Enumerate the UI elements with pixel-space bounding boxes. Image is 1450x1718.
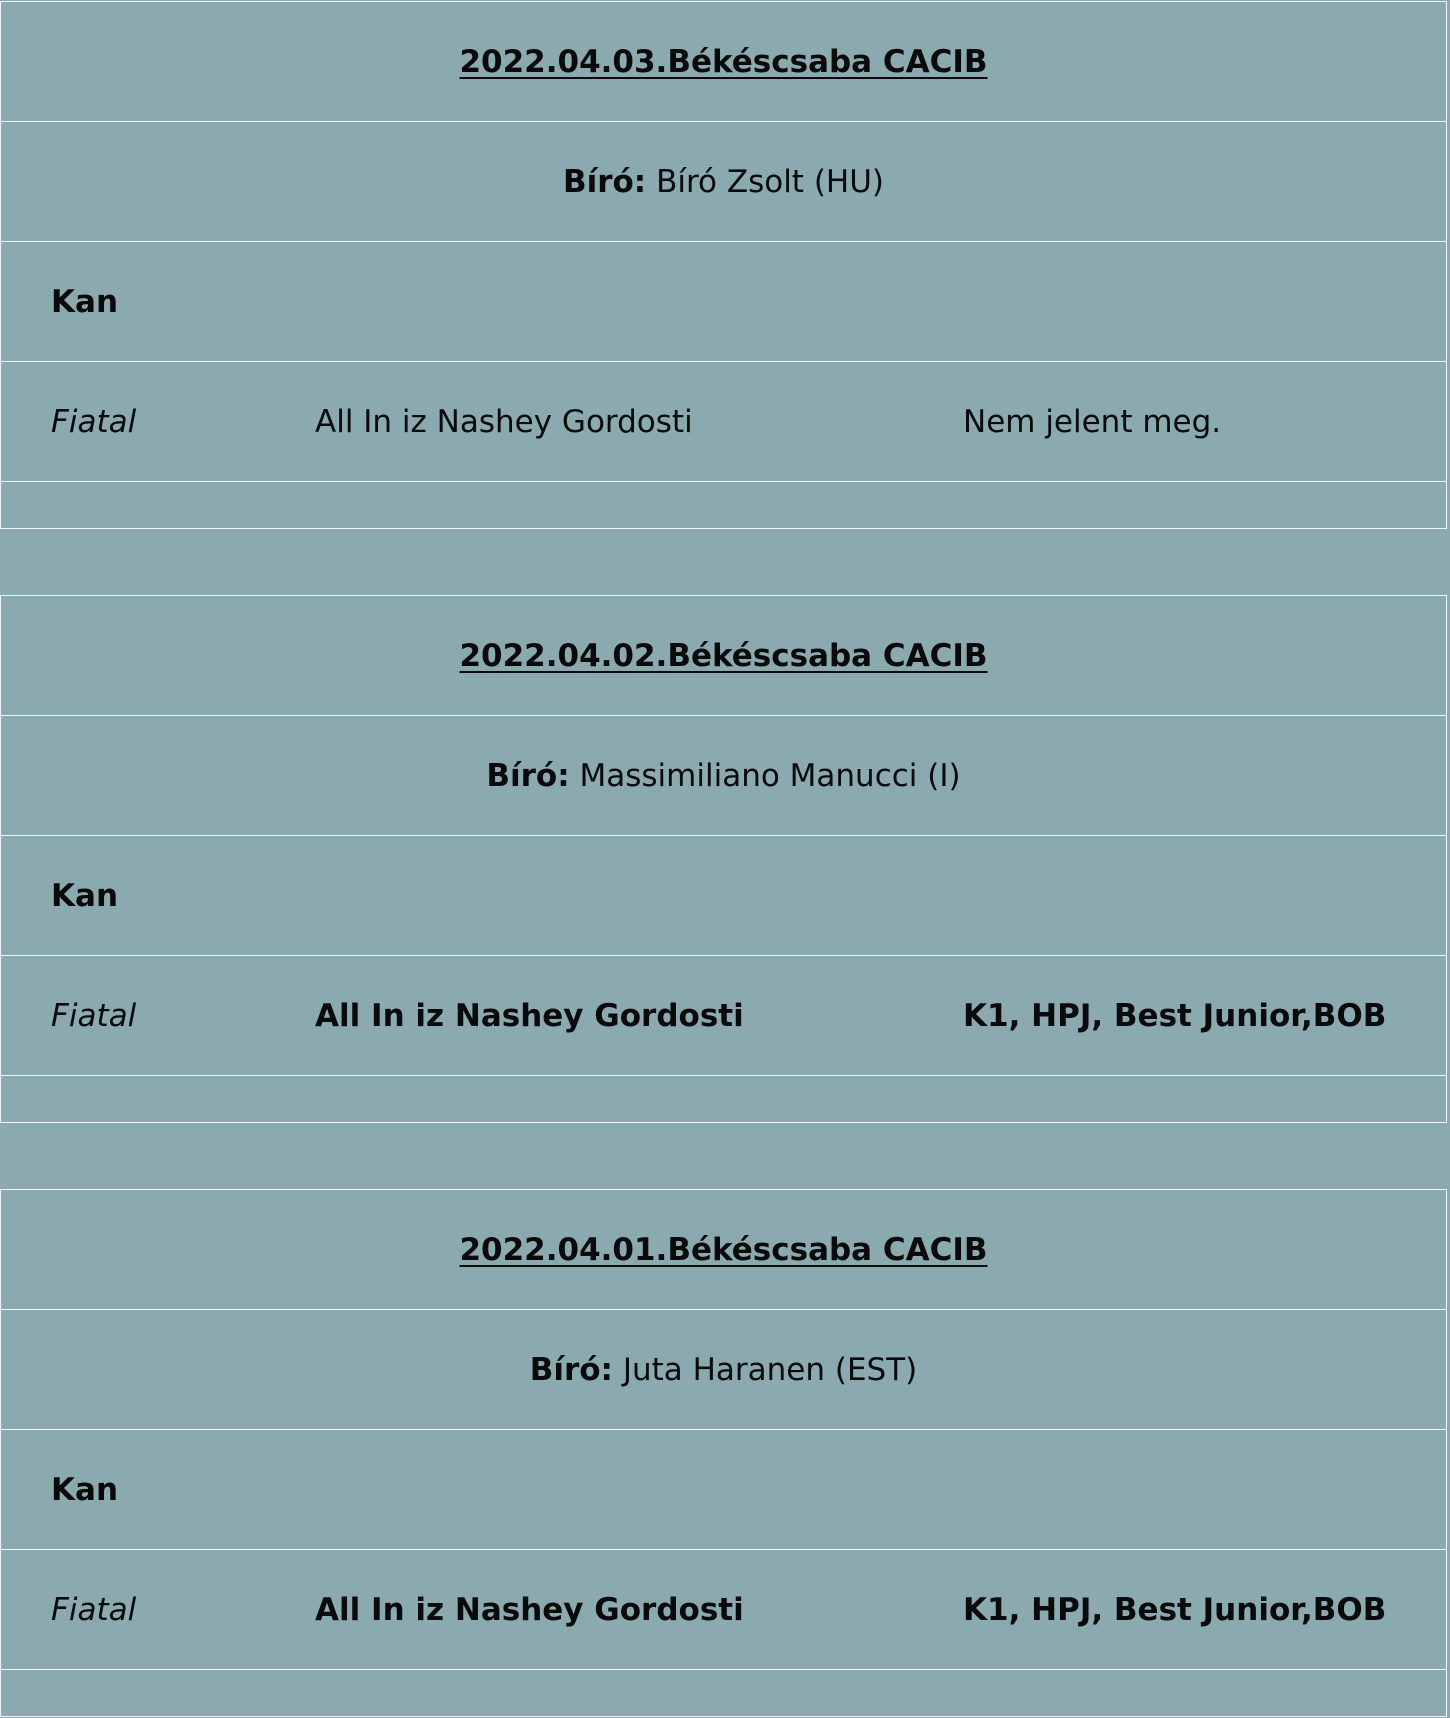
entry-class: Fiatal: [51, 997, 137, 1034]
sex-label: Kan: [51, 283, 119, 320]
judge-row: [1, 122, 1446, 242]
entry-class: Fiatal: [51, 1591, 137, 1628]
empty-row: [1, 1670, 1446, 1715]
judge-name: Bíró Zsolt (HU): [656, 163, 885, 200]
judge-name: Massimiliano Manucci (I): [579, 757, 961, 794]
empty-row: [1, 482, 1446, 527]
entry-result: K1, HPJ, Best Junior,BOB: [963, 1591, 1387, 1628]
show-title-link[interactable]: 2022.04.03.Békéscsaba CACIB: [459, 43, 988, 80]
show-table-3: [0, 1189, 1447, 1717]
entry-dog-name: All In iz Nashey Gordosti: [315, 997, 744, 1034]
entry-row: [1, 956, 1446, 1076]
judge-label: Bíró:: [529, 1351, 613, 1388]
show-title-link[interactable]: 2022.04.01.Békéscsaba CACIB: [459, 1231, 988, 1268]
sex-label: Kan: [51, 877, 119, 914]
entry-row: [1, 362, 1446, 482]
entry-dog-name: All In iz Nashey Gordosti: [315, 1591, 744, 1628]
sex-row: [1, 242, 1446, 362]
judge-row: [1, 716, 1446, 836]
judge-separator: [570, 758, 580, 794]
entry-class: Fiatal: [51, 403, 137, 440]
judge-name: Juta Haranen (EST): [622, 1351, 918, 1388]
empty-row: [1, 1076, 1446, 1121]
sex-label: Kan: [51, 1471, 119, 1508]
judge-row: [1, 1310, 1446, 1430]
judge-label: Bíró:: [486, 757, 570, 794]
entry-result: Nem jelent meg.: [963, 403, 1222, 440]
show-table-2: [0, 595, 1447, 1123]
judge-separator: [613, 1352, 623, 1388]
entry-result: K1, HPJ, Best Junior,BOB: [963, 997, 1387, 1034]
judge-label: Bíró:: [562, 163, 647, 200]
sex-row: [1, 836, 1446, 956]
show-title-row: [1, 1190, 1446, 1310]
entry-row: [1, 1550, 1446, 1670]
show-title-row: [1, 596, 1446, 716]
show-title-link[interactable]: 2022.04.02.Békéscsaba CACIB: [459, 637, 988, 674]
entry-dog-name: All In iz Nashey Gordosti: [315, 403, 693, 440]
show-table-1: [0, 1, 1447, 529]
judge-separator: [646, 164, 656, 200]
sex-row: [1, 1430, 1446, 1550]
show-title-row: [1, 2, 1446, 122]
